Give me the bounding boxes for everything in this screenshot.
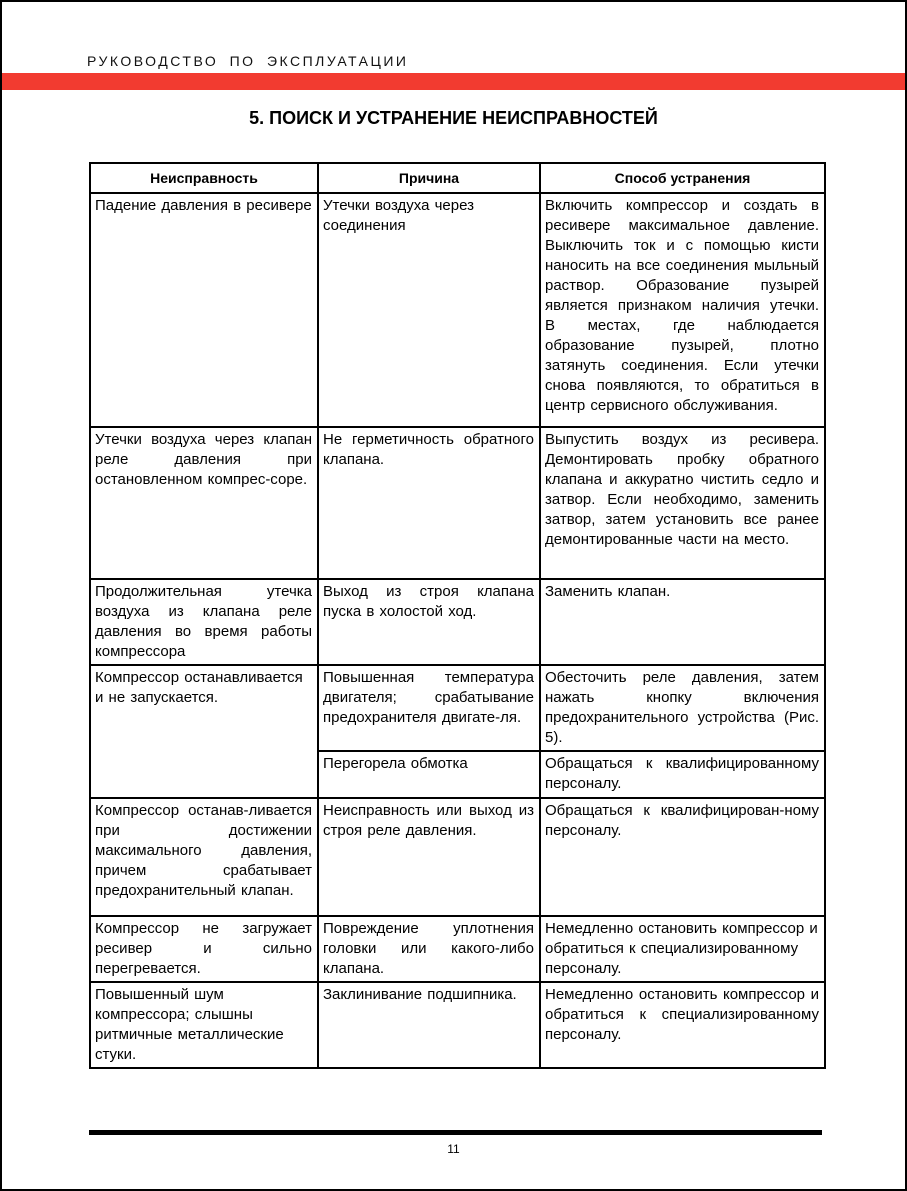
cell-remedy: Включить компрессор и создать в ресивере максимальное давление. Выключить ток и с помощью кисти наносить на все соединения мыльный раствор. Образование пузырей является признаком наличия утечки. В местах, где наблюдается образование пузырей, плотно затянуть соединения. Если утечки снова появляются, то обратиться в центр сервисного обслуживания.: [540, 193, 825, 427]
cell-remedy: Обесточить реле давления, затем нажать кнопку включения предохранительного устройства (Рис. 5).: [540, 665, 825, 751]
running-header-text: РУКОВОДСТВО ПО ЭКСПЛУАТАЦИИ: [87, 53, 409, 69]
troubleshooting-table: [89, 162, 826, 1069]
cell-remedy: Заменить клапан.: [540, 579, 825, 665]
cell-fault: Компрессор останав-ливается при достижении максимального давления, причем срабатывает предохранительный клапан.: [90, 798, 318, 916]
cell-fault: Утечки воздуха через клапан реле давления при остановленном компрес-соре.: [90, 427, 318, 579]
cell-remedy: Немедленно остановить компрессор и обратиться к специализированному персоналу.: [540, 982, 825, 1068]
cell-cause: Утечки воздуха через соединения: [318, 193, 540, 427]
cell-cause: Заклинивание подшипника.: [318, 982, 540, 1068]
table-row: [90, 193, 825, 427]
table-body: [90, 193, 825, 1068]
cell-cause: Перегорела обмотка: [318, 751, 540, 798]
cell-remedy: Немедленно остановить компрессор и обратиться к специализированному персоналу.: [540, 916, 825, 982]
cell-cause: Повышенная температура двигателя; срабатывание предохранителя двигате-ля.: [318, 665, 540, 751]
cell-cause: Повреждение уплотнения головки или какого-либо клапана.: [318, 916, 540, 982]
cell-remedy: Обращаться к квалифицирован-ному персоналу.: [540, 798, 825, 916]
table-row: [90, 982, 825, 1068]
table-row: [90, 427, 825, 579]
column-header-cause: Причина: [318, 163, 540, 193]
table-header-row: [90, 163, 825, 193]
cell-cause: Не герметичность обратного клапана.: [318, 427, 540, 579]
table-row: [90, 579, 825, 665]
cell-fault: Повышенный шум компрессора; слышны ритмичные металлические стуки.: [90, 982, 318, 1068]
page-title: 5. ПОИСК И УСТРАНЕНИЕ НЕИСПРАВНОСТЕЙ: [249, 108, 658, 128]
table-row: [90, 665, 825, 751]
page-number: 11: [447, 1142, 460, 1156]
cell-remedy: Обращаться к квалифицированному персоналу.: [540, 751, 825, 798]
column-header-remedy: Способ устранения: [540, 163, 825, 193]
table-row: [90, 916, 825, 982]
accent-bar: [2, 73, 905, 90]
cell-fault: Падение давления в ресивере: [90, 193, 318, 427]
cell-cause: Выход из строя клапана пуска в холостой ход.: [318, 579, 540, 665]
table-row: [90, 798, 825, 916]
cell-fault: Компрессор останавливается и не запускается.: [90, 665, 318, 798]
column-header-fault: Неисправность: [90, 163, 318, 193]
footer-rule: [89, 1130, 822, 1135]
running-header: [87, 53, 408, 69]
cell-fault: Продолжительная утечка воздуха из клапана реле давления во время работы компрессора: [90, 579, 318, 665]
cell-remedy: Выпустить воздух из ресивера. Демонтировать пробку обратного клапана и аккуратно чистить седло и затвор. Если необходимо, заменить затвор, затем установить все ранее демонтированные части на место.: [540, 427, 825, 579]
cell-cause: Неисправность или выход из строя реле давления.: [318, 798, 540, 916]
cell-fault: Компрессор не загружает ресивер и сильно перегревается.: [90, 916, 318, 982]
